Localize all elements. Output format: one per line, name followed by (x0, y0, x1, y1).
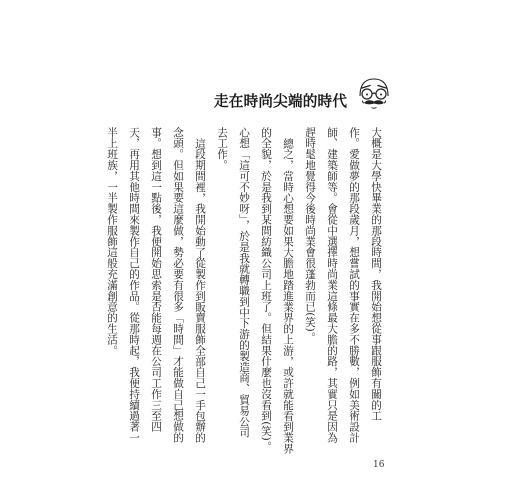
text-column: 大概是大學快畢業的那段時間，我開始想從事跟服飾有關的工 (370, 127, 382, 422)
text-column: 心想「這可不妙呀」，於是我就轉職到中下游的製造商、貿易公司 (238, 127, 250, 438)
text-column: 半上班族，一半製作服飾這般充滿創意的生活。 (106, 127, 118, 356)
mustache-face-icon (355, 75, 393, 113)
text-column: 事。想到這一點後，我便開始思索是否能每週在公司工作三至四 (150, 127, 162, 433)
text-column: 總之，當時心想要如果大膽地踏進業界的上游，或許就能看到業界 (282, 138, 294, 455)
text-column: 作。愛做夢的那段歲月，想嘗試的事實在多不勝數，例如美術設計 (348, 127, 360, 444)
text-column: 趕時髦地覺得今後時尚業會很蓬勃而已(笑)。 (304, 127, 316, 343)
text-column: 師、建築師等。會從中選擇時尚業這條最大膽的路，其實只是因為 (326, 127, 338, 444)
text-column: 念頭。但如果要這麼做，勢必要有很多「時間」才能做自己想做的 (172, 127, 184, 444)
text-column: 天，再用其他時間來製作自己的作品。從那時起，我便持續過著一 (128, 127, 140, 444)
chapter-title: 走在時尚尖端的時代 (214, 93, 348, 110)
body-text (101, 127, 387, 455)
text-column: 去工作。 (216, 127, 228, 171)
text-column: 這段期間裡，我開始動了從製作到販賣服飾全部自己一手包辦的 (194, 138, 206, 444)
page-number: 16 (373, 460, 385, 470)
text-column: 的全貌，於是我到某間紡織公司上班了。但結果什麼也沒看到(笑)。 (260, 127, 272, 452)
